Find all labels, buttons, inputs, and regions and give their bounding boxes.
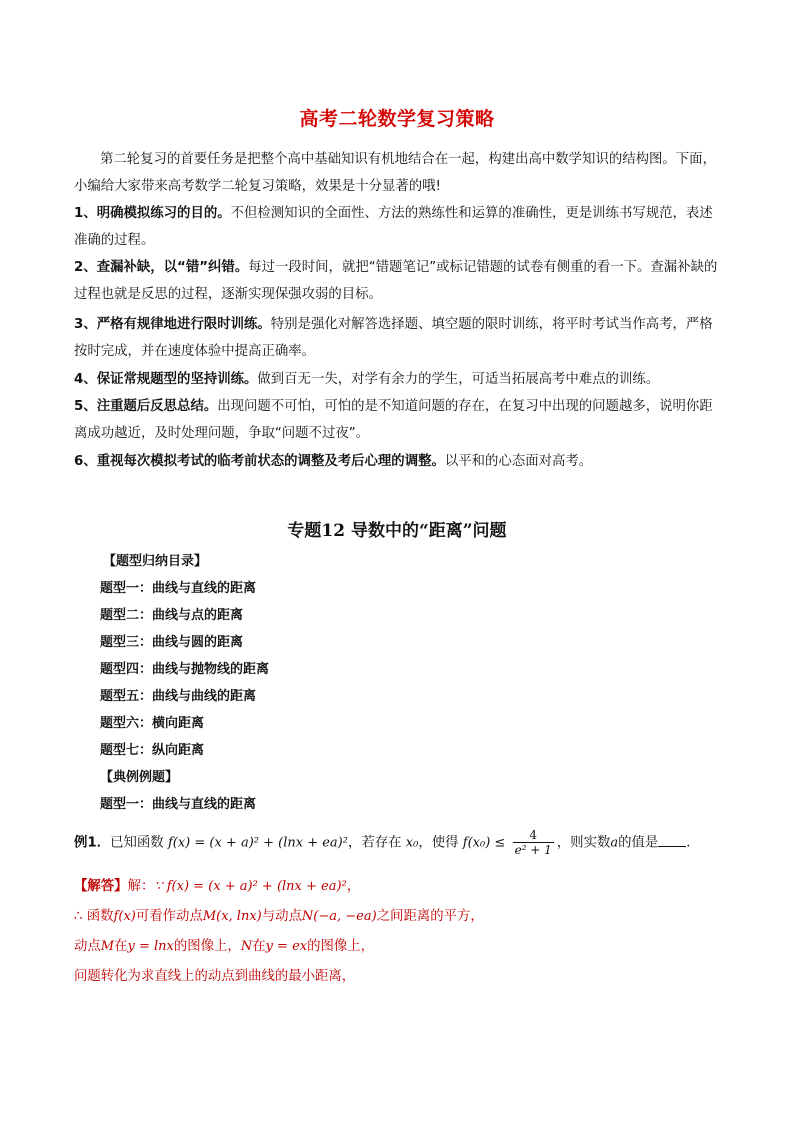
example-text-1: 已知函数 bbox=[110, 835, 164, 851]
catalog-item-5: 题型五：曲线与曲线的距离 bbox=[100, 689, 257, 704]
strategy-4 bbox=[74, 366, 724, 393]
a-symbol: a bbox=[610, 835, 619, 851]
example-text-2: ，若存在 bbox=[347, 835, 402, 851]
solution-formula: ∵ f(x) = (x + a)² + (lnx + ea)² bbox=[154, 879, 347, 894]
strategy-6-heading: 6、重视每次模拟考试的临考前状态的调整及考后心理的调整。 bbox=[74, 454, 445, 469]
point-M: M(x, lnx) bbox=[202, 909, 262, 924]
strategy-4-text: 做到百无一失，对学有余力的学生，可适当拓展高考中难点的训练。 bbox=[257, 372, 660, 387]
solution-line-2 bbox=[74, 902, 734, 932]
catalog-list bbox=[100, 548, 269, 818]
examples-header: 【典例例题】 bbox=[100, 770, 179, 785]
solution-comma: ， bbox=[346, 879, 361, 894]
solution-line-1 bbox=[74, 872, 734, 902]
topic-title: 专题12 导数中的“距离”问题 bbox=[287, 521, 507, 541]
line3-N: N bbox=[240, 939, 253, 954]
line2-prefix: ∴ 函数 bbox=[74, 909, 114, 924]
intro-paragraph: 第二轮复习的首要任务是把整个高中基础知识有机地结合在一起，构建出高中数学知识的结构图。下面，小编给大家带来高考数学二轮复习策略，效果是十分显著的哦! bbox=[74, 152, 716, 194]
catalog-item-2: 题型二：曲线与点的距离 bbox=[100, 608, 244, 623]
example-text-5: 的值是 bbox=[618, 835, 659, 851]
x0-symbol: x₀ bbox=[405, 835, 419, 851]
document-title: 高考二轮数学复习策略 bbox=[299, 108, 495, 130]
function-formula: f(x) = (x + a)² + (lnx + ea)² bbox=[167, 835, 348, 851]
line3-text-1: 动点 bbox=[74, 939, 101, 954]
example-text-6: ． bbox=[686, 835, 700, 851]
line2-text-3: 之间距离的平方， bbox=[376, 909, 484, 924]
solution-label: 【解答】 bbox=[74, 879, 128, 894]
line3-text-3: 的图像上， bbox=[173, 939, 241, 954]
line2-text-1: 可看作动点 bbox=[135, 909, 203, 924]
answer-blank bbox=[658, 832, 686, 847]
line3-text-5: 的图像上， bbox=[307, 939, 375, 954]
line3-curve: y = lnx bbox=[127, 939, 174, 954]
example-text-4: ，则实数 bbox=[556, 835, 611, 851]
fraction-denominator: e² + 1 bbox=[514, 843, 552, 857]
strategy-3-heading: 3、严格有规律地进行限时训练。 bbox=[74, 317, 271, 332]
solution-prefix: 解： bbox=[127, 879, 155, 894]
strategy-1-heading: 1、明确模拟练习的目的。 bbox=[74, 206, 231, 221]
example-text-3: ，使得 bbox=[418, 835, 459, 851]
line2-f: f(x) bbox=[113, 909, 136, 924]
catalog-item-1: 题型一：曲线与直线的距离 bbox=[100, 581, 257, 596]
solution-line-3 bbox=[74, 932, 734, 962]
point-N: N(−a, −ea) bbox=[301, 909, 377, 924]
strategy-5-heading: 5、注重题后反思总结。 bbox=[74, 399, 218, 414]
catalog-item-7: 题型七：纵向距离 bbox=[100, 743, 205, 758]
fraction-numerator: 4 bbox=[513, 828, 554, 843]
strategy-5-text: 出现问题不可怕，可怕的是不知道问题的存在，在复习中出现的问题越多，说明你距离成功越近，及时处理问题，争取“问题不过夜”。 bbox=[74, 399, 713, 441]
strategy-1 bbox=[74, 200, 724, 254]
catalog-item-4: 题型四：曲线与抛物线的距离 bbox=[100, 662, 270, 677]
strategy-6 bbox=[74, 448, 724, 475]
line3-text-4: 在 bbox=[252, 939, 266, 954]
strategy-6-text: 以平和的心态面对高考。 bbox=[444, 454, 593, 469]
strategy-4-heading: 4、保证常规题型的坚持训练。 bbox=[74, 372, 258, 387]
line2-text-2: 与动点 bbox=[261, 909, 302, 924]
strategy-2 bbox=[74, 254, 724, 308]
catalog-item-6: 题型六：横向距离 bbox=[100, 716, 205, 731]
strategy-2-text: 每过一段时间，就把“错题笔记”或标记错题的试卷有侧重的看一下。查漏补缺的过程也就是反思的过程，逐渐实现保强攻弱的目标。 bbox=[74, 260, 718, 302]
line3-line: y = ex bbox=[265, 939, 308, 954]
example-label: 例1． bbox=[74, 835, 111, 851]
line3-text-2: 在 bbox=[114, 939, 128, 954]
catalog-header: 【题型归纳目录】 bbox=[103, 554, 208, 569]
example-1 bbox=[74, 828, 734, 859]
strategy-2-heading: 2、查漏补缺，以“错”纠错。 bbox=[74, 260, 249, 275]
line3-M: M bbox=[100, 939, 115, 954]
solution-line-4: 问题转化为求直线上的动点到曲线的最小距离， bbox=[74, 969, 356, 984]
strategy-3 bbox=[74, 311, 724, 365]
section-title: 题型一：曲线与直线的距离 bbox=[100, 797, 257, 812]
inequality: f(x₀) ≤ bbox=[462, 835, 506, 851]
strategy-5 bbox=[74, 393, 724, 447]
strategy-1-text: 不但检测知识的全面性、方法的熟练性和运算的准确性，更是训练书写规范，表述准确的过程。 bbox=[74, 206, 713, 248]
catalog-item-3: 题型三：曲线与圆的距离 bbox=[100, 635, 244, 650]
strategy-3-text: 特别是强化对解答选择题、填空题的限时训练，将平时考试当作高考，严格按时完成，并在速度体验中提高正确率。 bbox=[74, 317, 713, 359]
fraction bbox=[513, 828, 554, 857]
